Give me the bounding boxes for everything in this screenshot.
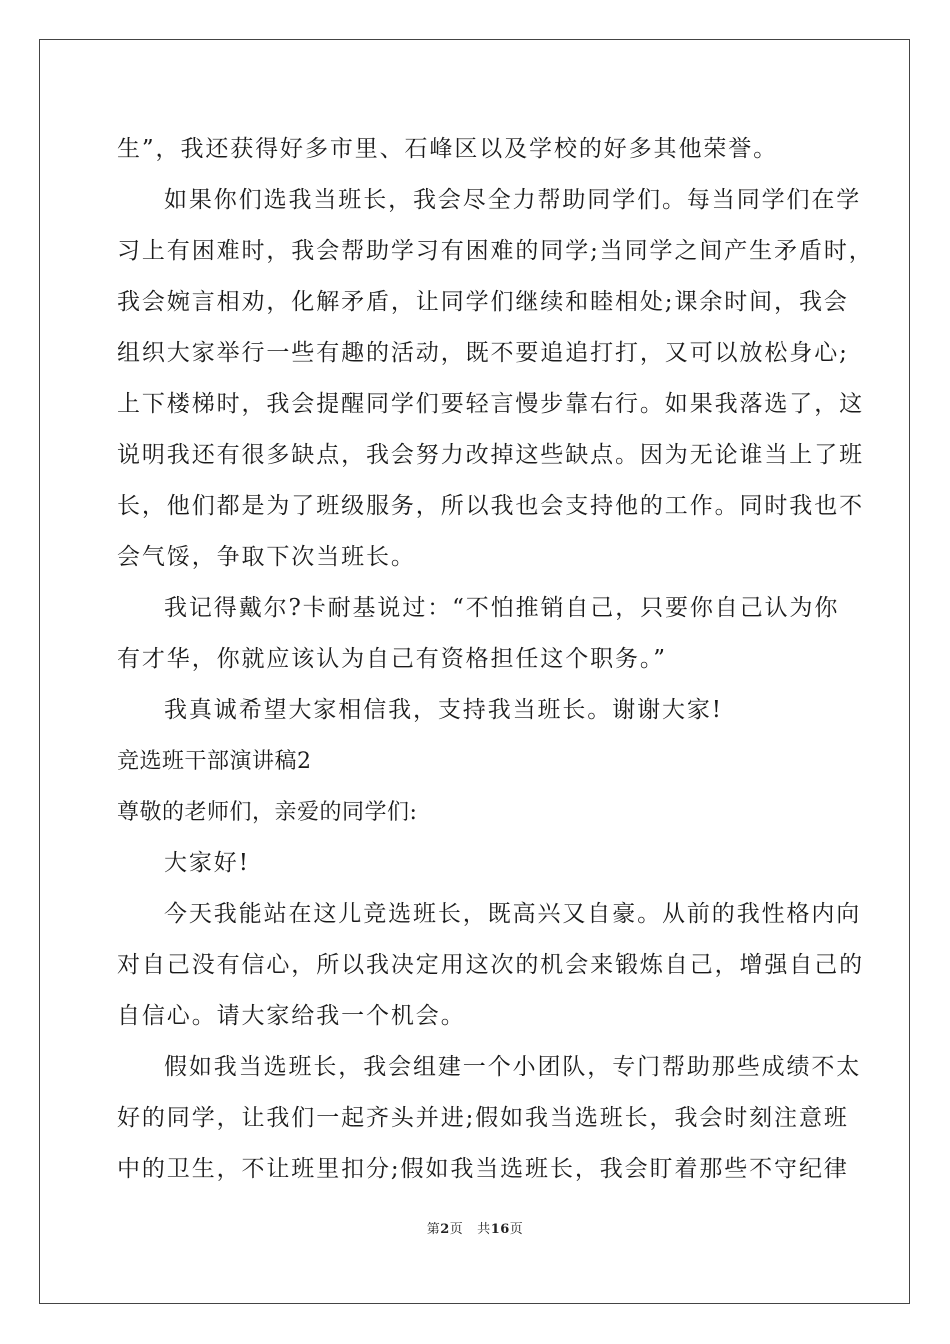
paragraph-line: 生”，我还获得好多市里、石峰区以及学校的好多其他荣誉。 bbox=[117, 136, 779, 162]
paragraph-line: 我真诚希望大家相信我，支持我当班长。谢谢大家! bbox=[164, 697, 723, 723]
paragraph-line: 我会婉言相劝，化解矛盾，让同学们继续和睦相处;课余时间，我会 bbox=[117, 289, 849, 315]
page-number: 2 bbox=[440, 1222, 450, 1237]
page-suffix: 页 bbox=[449, 1222, 464, 1237]
section-heading: 竞选班干部演讲稿2 bbox=[117, 749, 312, 774]
salutation: 尊敬的老师们，亲爱的同学们: bbox=[117, 800, 418, 825]
paragraph-line: 说明我还有很多缺点，我会努力改掉这些缺点。因为无论谁当上了班 bbox=[117, 442, 864, 468]
page-prefix: 第 bbox=[426, 1222, 441, 1237]
total-prefix: 共 bbox=[477, 1222, 491, 1237]
total-pages: 16 bbox=[490, 1222, 510, 1237]
paragraph-line: 对自己没有信心，所以我决定用这次的机会来锻炼自己，增强自己的 bbox=[117, 952, 864, 978]
paragraph-line: 习上有困难时，我会帮助学习有困难的同学;当同学之间产生矛盾时， bbox=[117, 238, 874, 264]
document-body bbox=[117, 124, 874, 1195]
paragraph-line: 长，他们都是为了班级服务，所以我也会支持他的工作。同时我也不 bbox=[117, 493, 864, 519]
total-suffix: 页 bbox=[509, 1222, 524, 1237]
paragraph-line: 有才华，你就应该认为自己有资格担任这个职务。” bbox=[117, 646, 667, 672]
paragraph-line: 自信心。请大家给我一个机会。 bbox=[117, 1003, 466, 1029]
paragraph-line: 组织大家举行一些有趣的活动，既不要追追打打，又可以放松身心; bbox=[117, 340, 849, 366]
paragraph-line: 好的同学，让我们一起齐头并进;假如我当选班长，我会时刻注意班 bbox=[117, 1105, 849, 1131]
page-footer bbox=[0, 1218, 950, 1237]
greeting: 大家好! bbox=[164, 850, 250, 876]
paragraph-line: 中的卫生，不让班里扣分;假如我当选班长，我会盯着那些不守纪律 bbox=[117, 1156, 849, 1182]
paragraph-line: 如果你们选我当班长，我会尽全力帮助同学们。每当同学们在学 bbox=[164, 187, 862, 213]
paragraph-line: 今天我能站在这儿竞选班长，既高兴又自豪。从前的我性格内向 bbox=[164, 901, 862, 927]
paragraph-line: 会气馁，争取下次当班长。 bbox=[117, 544, 416, 570]
paragraph-line: 假如我当选班长，我会组建一个小团队，专门帮助那些成绩不太 bbox=[164, 1054, 862, 1080]
paragraph-line: 上下楼梯时，我会提醒同学们要轻言慢步靠右行。如果我落选了，这 bbox=[117, 391, 864, 417]
paragraph-line: 我记得戴尔?卡耐基说过：“不怕推销自己，只要你自己认为你 bbox=[164, 595, 840, 621]
